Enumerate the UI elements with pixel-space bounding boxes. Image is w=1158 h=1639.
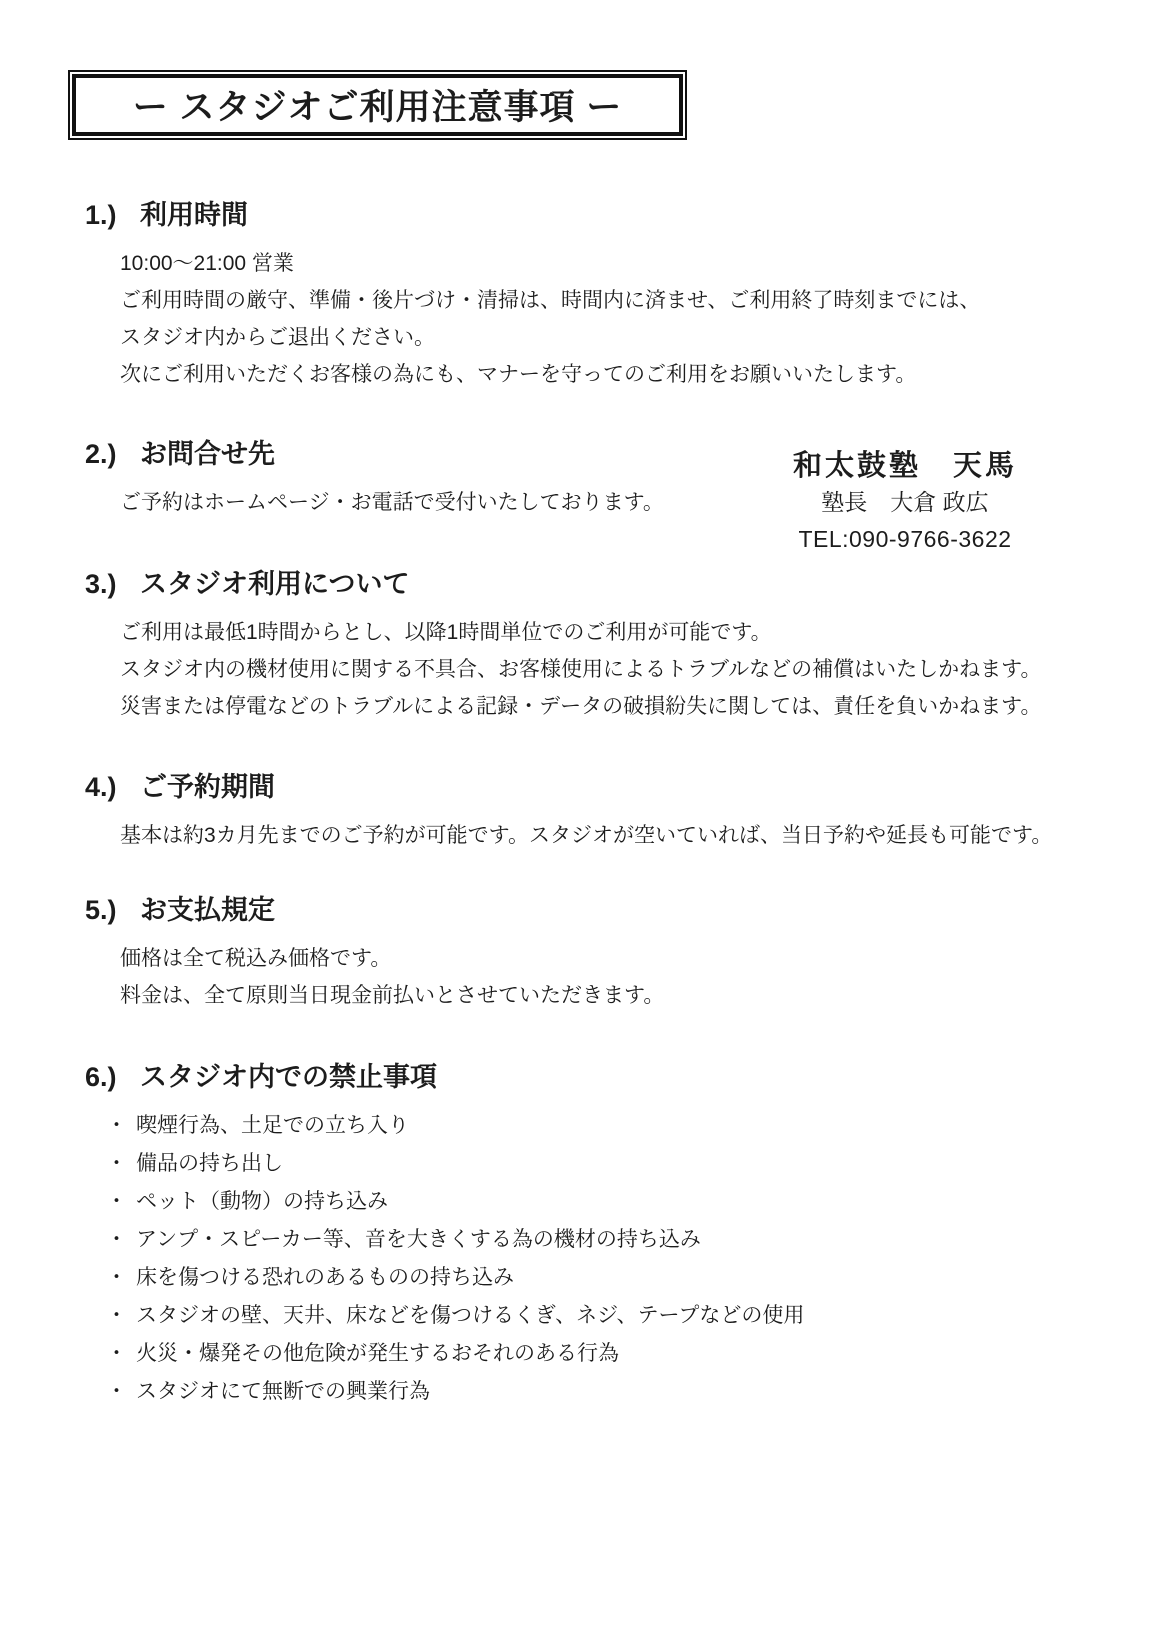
bullet-marker: ・	[106, 1114, 127, 1137]
list-item-text: アンプ・スピーカー等、音を大きくする為の機材の持ち込み	[136, 1228, 701, 1251]
section-studio-use	[0, 567, 1158, 725]
body-line: 価格は全て税込み価格です。	[120, 947, 392, 970]
body-line: スタジオ内の機材使用に関する不具合、お客様使用によるトラブルなどの補償はいたしかねます。	[120, 658, 1042, 681]
list-item-text: ペット（動物）の持ち込み	[136, 1190, 388, 1213]
list-item-text: 喫煙行為、土足での立ち入り	[136, 1114, 409, 1137]
bullet-marker: ・	[106, 1380, 127, 1403]
list-item	[106, 1107, 1158, 1145]
list-item	[106, 1259, 1158, 1297]
bullet-marker: ・	[106, 1152, 127, 1175]
list-item	[106, 1373, 1158, 1411]
title-inner-border	[72, 74, 683, 136]
section-body	[120, 245, 1158, 393]
section-heading	[85, 770, 1158, 804]
section-heading	[85, 1060, 1158, 1094]
section-body	[120, 614, 1158, 725]
body-line: 次にご利用いただくお客様の為にも、マナーを守ってのご利用をお願いいたします。	[120, 363, 917, 386]
body-line: 災害または停電などのトラブルによる記録・データの破損紛失に関しては、責任を負いかねます。	[120, 695, 1042, 718]
section-body	[120, 940, 1158, 1014]
list-item-text: スタジオの壁、天井、床などを傷つけるくぎ、ネジ、テープなどの使用	[136, 1304, 805, 1327]
title-box	[68, 70, 687, 140]
section-title: お問合せ先	[140, 439, 275, 469]
bullet-marker: ・	[106, 1228, 127, 1251]
section-number: 2.)	[85, 439, 117, 469]
bullet-marker: ・	[106, 1190, 127, 1213]
body-line: 料金は、全て原則当日現金前払いとさせていただきます。	[120, 984, 665, 1007]
list-item-text: スタジオにて無断での興業行為	[136, 1380, 430, 1403]
prohibited-items-list	[106, 1107, 1158, 1411]
section-contact	[0, 437, 1158, 552]
section-number: 3.)	[85, 569, 117, 599]
section-title: お支払規定	[140, 895, 275, 925]
list-item-text: 備品の持ち出し	[136, 1152, 283, 1175]
page-title: ー スタジオご利用注意事項 ー	[132, 88, 623, 127]
contact-block	[790, 447, 1020, 558]
section-heading	[85, 567, 1158, 601]
body-line: スタジオ内からご退出ください。	[120, 326, 435, 349]
bullet-marker: ・	[106, 1266, 127, 1289]
list-item-text: 火災・爆発その他危険が発生するおそれのある行為	[136, 1342, 619, 1365]
section-number: 1.)	[85, 200, 117, 230]
director-name: 塾長 大倉 政広	[821, 489, 989, 515]
body-line: 10:00～21:00 営業	[120, 252, 294, 275]
body-line: 基本は約3カ月先までのご予約が可能です。スタジオが空いていれば、当日予約や延長も可能です。	[120, 824, 1053, 847]
section-prohibited-items	[0, 1060, 1158, 1411]
list-item-text: 床を傷つける恐れのあるものの持ち込み	[136, 1266, 514, 1289]
section-heading	[85, 198, 1158, 232]
section-title: ご予約期間	[140, 772, 275, 802]
list-item	[106, 1183, 1158, 1221]
body-line: ご予約はホームページ・お電話で受付いたしております。	[120, 491, 664, 514]
organization-name: 和太鼓塾 天馬	[792, 448, 1017, 482]
list-item	[106, 1145, 1158, 1183]
section-title: スタジオ内での禁止事項	[140, 1062, 437, 1092]
body-line: ご利用は最低1時間からとし、以降1時間単位でのご利用が可能です。	[120, 621, 772, 644]
section-number: 6.)	[85, 1062, 117, 1092]
phone-number: TEL:090-9766-3622	[798, 526, 1012, 552]
section-number: 4.)	[85, 772, 117, 802]
list-item	[106, 1335, 1158, 1373]
section-usage-hours	[0, 198, 1158, 393]
section-payment-rules	[0, 893, 1158, 1014]
section-title: スタジオ利用について	[140, 569, 410, 599]
section-number: 5.)	[85, 895, 117, 925]
section-reservation-period	[0, 770, 1158, 854]
bullet-marker: ・	[106, 1304, 127, 1327]
section-heading	[85, 893, 1158, 927]
section-body	[120, 817, 1158, 854]
section-title: 利用時間	[140, 200, 248, 230]
list-item	[106, 1297, 1158, 1335]
body-line: ご利用時間の厳守、準備・後片づけ・清掃は、時間内に済ませ、ご利用終了時刻までには、	[120, 289, 981, 312]
list-item	[106, 1221, 1158, 1259]
bullet-marker: ・	[106, 1342, 127, 1365]
